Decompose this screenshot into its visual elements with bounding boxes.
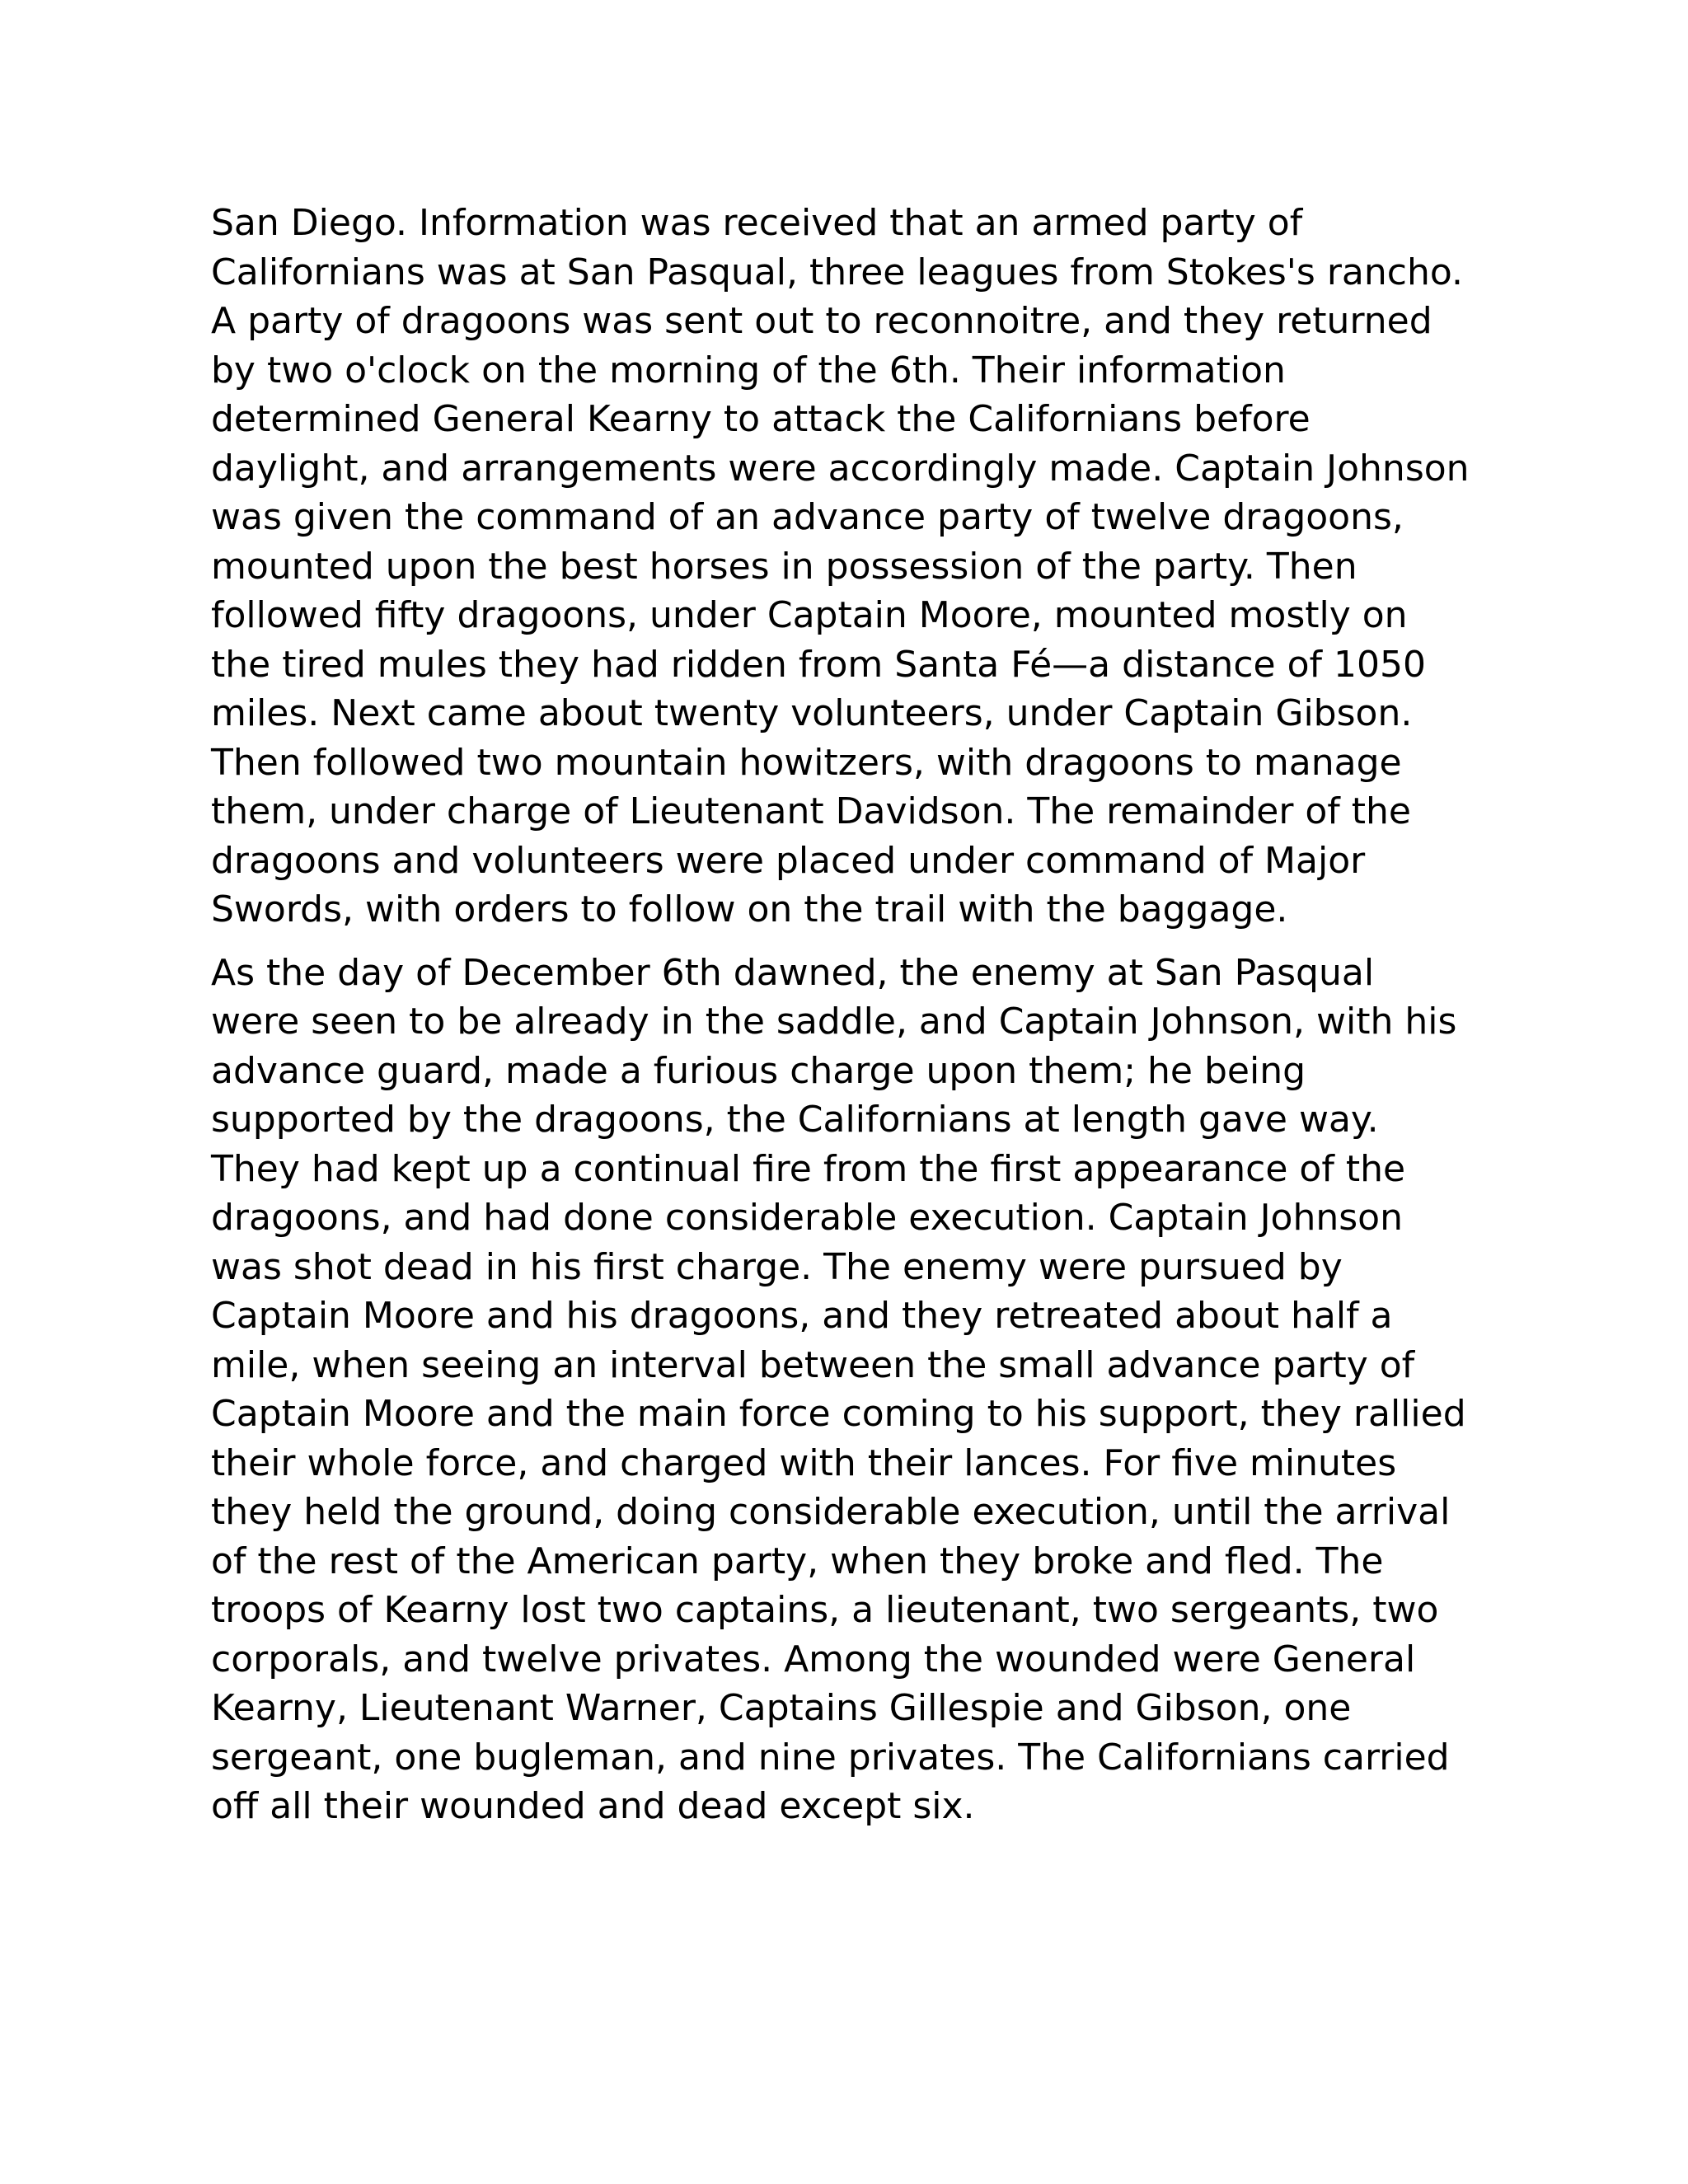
text-line: They had kept up a continual fire from the first appearance of the	[211, 1147, 1406, 1190]
text-line: Captain Moore and his dragoons, and they retreated about half a	[211, 1295, 1393, 1337]
text-line: Kearny, Lieutenant Warner, Captains Gillespie and Gibson, one	[211, 1687, 1352, 1729]
text-line: As the day of December 6th dawned, the enemy at San Pasqual	[211, 951, 1375, 994]
text-line: of the rest of the American party, when they broke and fled. The	[211, 1540, 1384, 1582]
paragraph	[211, 949, 1530, 1831]
text-line: by two o'clock on the morning of the 6th. Their information	[211, 349, 1286, 391]
text-line: dragoons and volunteers were placed under command of Major	[211, 839, 1366, 882]
text-line: A party of dragoons was sent out to reconnoitre, and they returned	[211, 300, 1432, 342]
text-line: troops of Kearny lost two captains, a lieutenant, two sergeants, two	[211, 1589, 1439, 1631]
paragraph	[211, 199, 1530, 935]
text-line: Then followed two mountain howitzers, with dragoons to manage	[211, 741, 1402, 784]
text-line: Swords, with orders to follow on the trail with the baggage.	[211, 888, 1288, 930]
body-text	[211, 199, 1530, 1831]
text-line: corporals, and twelve privates. Among the wounded were General	[211, 1638, 1416, 1680]
text-line: Californians was at San Pasqual, three leagues from Stokes's rancho.	[211, 251, 1463, 293]
text-line: advance guard, made a furious charge upon them; he being	[211, 1049, 1306, 1092]
text-line: off all their wounded and dead except six.	[211, 1785, 975, 1827]
text-line: miles. Next came about twenty volunteers, under Captain Gibson.	[211, 692, 1413, 734]
text-line: San Diego. Information was received that an armed party of	[211, 202, 1303, 244]
text-line: they held the ground, doing considerable execution, until the arrival	[211, 1491, 1451, 1533]
text-line: followed fifty dragoons, under Captain Moore, mounted mostly on	[211, 594, 1408, 636]
text-line: sergeant, one bugleman, and nine privates. The Californians carried	[211, 1736, 1450, 1779]
text-line: mounted upon the best horses in possession of the party. Then	[211, 545, 1357, 588]
text-line: was shot dead in his first charge. The enemy were pursued by	[211, 1245, 1343, 1288]
text-line: them, under charge of Lieutenant Davidson. The remainder of the	[211, 790, 1411, 832]
text-line: mile, when seeing an interval between the small advance party of	[211, 1343, 1415, 1386]
text-line: daylight, and arrangements were accordingly made. Captain Johnson	[211, 447, 1470, 490]
text-line: determined General Kearny to attack the Californians before	[211, 398, 1311, 440]
text-line: was given the command of an advance party of twelve dragoons,	[211, 496, 1404, 538]
text-line: dragoons, and had done considerable execution. Captain Johnson	[211, 1197, 1403, 1239]
text-line: their whole force, and charged with their lances. For five minutes	[211, 1441, 1397, 1484]
text-line: Captain Moore and the main force coming to his support, they rallied	[211, 1393, 1466, 1435]
text-line: the tired mules they had ridden from Santa Fé—a distance of 1050	[211, 643, 1426, 686]
text-line: supported by the dragoons, the Californians at length gave way.	[211, 1099, 1379, 1141]
text-line: were seen to be already in the saddle, and Captain Johnson, with his	[211, 1001, 1457, 1043]
